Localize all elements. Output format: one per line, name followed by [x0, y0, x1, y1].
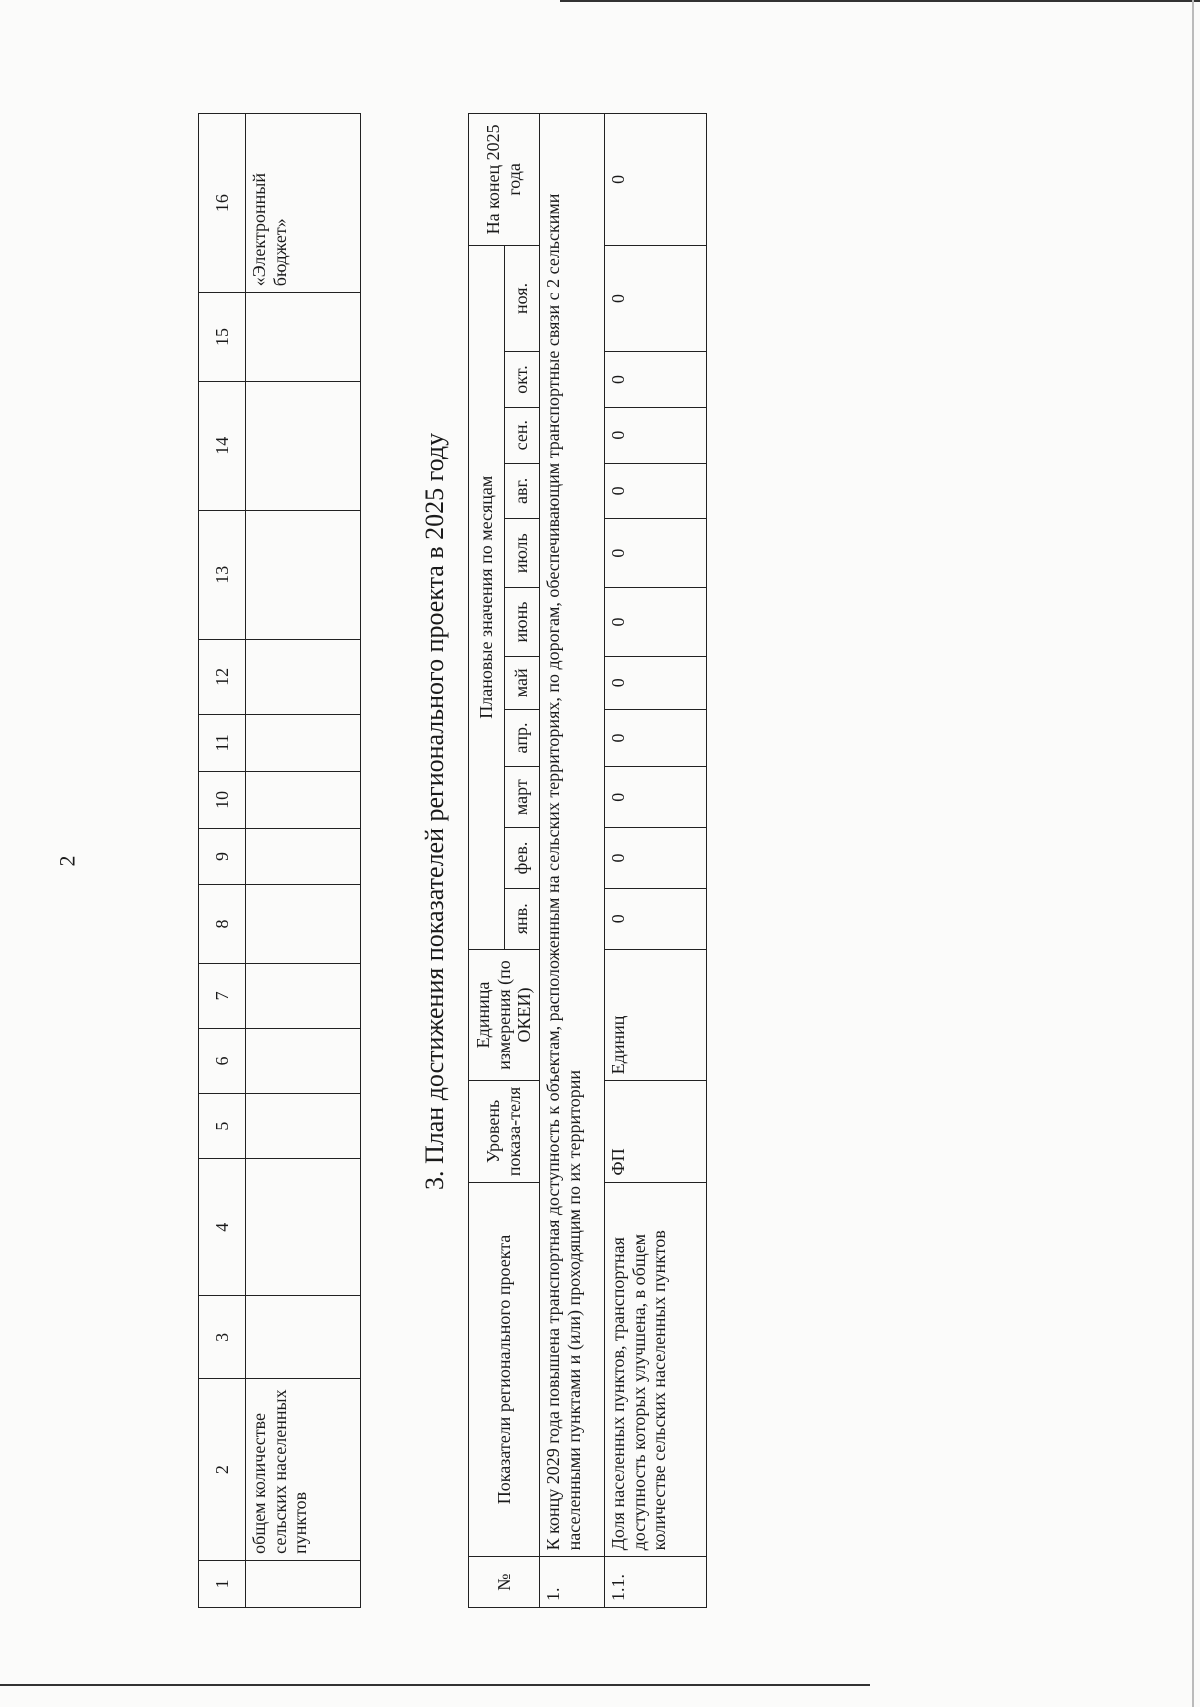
header-end-of-year: На конец 2025 года: [469, 114, 540, 246]
header-planned-values: Плановые значения по месяцам: [469, 245, 505, 949]
page-number: 2: [54, 855, 80, 867]
indicator-name: Доля населенных пунктов, транспортная доступность которых улучшена, в общем количестве сельских населенных пунктов: [605, 1182, 707, 1557]
table1-cell: [246, 1296, 361, 1379]
table1-cell: [246, 963, 361, 1028]
indicator-row: [605, 114, 707, 1608]
table1-col-5: 5: [199, 1094, 246, 1159]
month-jul: июль: [504, 519, 540, 588]
value-mar: 0: [605, 767, 707, 828]
table1-col-8: 8: [199, 885, 246, 964]
table1-col-14: 14: [199, 381, 246, 510]
table1-col-9: 9: [199, 828, 246, 884]
table1-col-12: 12: [199, 639, 246, 714]
value-sep: 0: [605, 407, 707, 463]
table1-col-11: 11: [199, 714, 246, 771]
indicator-number: 1.1.: [605, 1557, 707, 1608]
scan-border-bottom: [0, 1684, 870, 1686]
month-mar: март: [504, 767, 540, 828]
table1-cell: [246, 510, 361, 639]
header-number: №: [469, 1557, 540, 1608]
table1-cell: [246, 714, 361, 771]
indicator-plan-table: [468, 113, 707, 1608]
table1-col-6: 6: [199, 1028, 246, 1093]
value-nov: 0: [605, 245, 707, 351]
month-jun: июнь: [504, 588, 540, 657]
value-jun: 0: [605, 588, 707, 657]
table1-cell: «Электронный бюджет»: [246, 114, 361, 293]
table1-col-7: 7: [199, 963, 246, 1028]
header-level: Уровень показа-теля: [469, 1081, 540, 1182]
value-end-of-year: 0: [605, 114, 707, 246]
value-oct: 0: [605, 352, 707, 408]
table1-cell: [246, 381, 361, 510]
table1-cell: [246, 885, 361, 964]
indicator-level: ФП: [605, 1081, 707, 1182]
table1-col-16: 16: [199, 114, 246, 293]
table1-col-1: 1: [199, 1560, 246, 1607]
month-sep: сен.: [504, 407, 540, 463]
value-jul: 0: [605, 519, 707, 588]
indicator-unit: Единиц: [605, 949, 707, 1081]
rotated-page-content: [198, 110, 798, 1610]
table1-col-2: 2: [199, 1379, 246, 1560]
table1-header-row: [199, 114, 246, 1608]
table1-cell: общем количестве сельских населенных пунктов: [246, 1379, 361, 1560]
value-aug: 0: [605, 463, 707, 519]
table1-cell: [246, 1560, 361, 1607]
table1-row: [246, 114, 361, 1608]
table1-col-15: 15: [199, 293, 246, 382]
month-apr: апр.: [504, 709, 540, 767]
table1-col-13: 13: [199, 510, 246, 639]
table1-cell: [246, 1028, 361, 1093]
table1-cell: [246, 1159, 361, 1296]
header-indicators: Показатели регионального проекта: [469, 1182, 540, 1557]
table2-header-row: [469, 114, 505, 1608]
table1-col-4: 4: [199, 1159, 246, 1296]
table1-col-10: 10: [199, 771, 246, 828]
table1-cell: [246, 639, 361, 714]
table1-col-3: 3: [199, 1296, 246, 1379]
table1-cell: [246, 1094, 361, 1159]
value-apr: 0: [605, 709, 707, 767]
scan-border-top: [560, 0, 1200, 2]
goal-number: 1.: [540, 1557, 605, 1608]
month-feb: фев.: [504, 828, 540, 889]
table1-cell: [246, 771, 361, 828]
scan-border-right: [1192, 0, 1194, 1707]
month-jan: янв.: [504, 888, 540, 949]
table-continuation: [198, 113, 361, 1608]
month-nov: ноя.: [504, 245, 540, 351]
goal-row: [540, 114, 605, 1608]
goal-text: К концу 2029 года повышена транспортная доступность к объектам, расположенным на сельских территориях, по дорогам, обеспечивающим транспортные связи с 2 сельскими населенными пунктами и (или) проходящим по их территории: [540, 114, 605, 1557]
section-title: 3. План достижения показателей регионального проекта в 2025 году: [420, 432, 449, 1190]
month-may: май: [504, 656, 540, 709]
month-aug: авг.: [504, 463, 540, 519]
table1-cell: [246, 293, 361, 382]
value-jan: 0: [605, 888, 707, 949]
value-feb: 0: [605, 828, 707, 889]
value-may: 0: [605, 656, 707, 709]
header-unit: Единица измерения (по ОКЕИ): [469, 949, 540, 1081]
month-oct: окт.: [504, 352, 540, 408]
table1-cell: [246, 828, 361, 884]
